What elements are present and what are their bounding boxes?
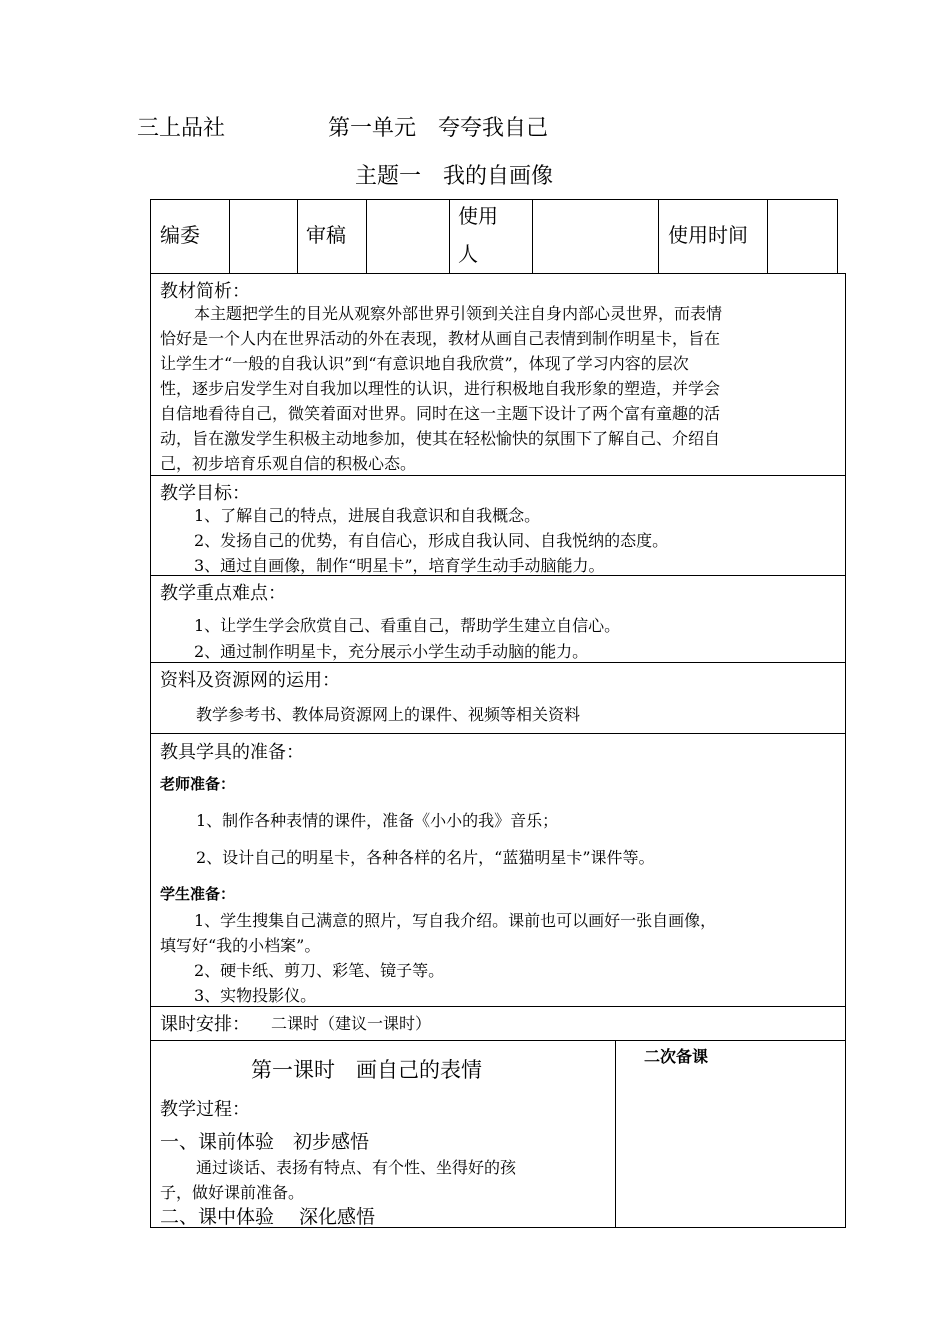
user-label-line2: 人 [458,242,478,266]
subject-title: 三上品社 [137,116,226,141]
student-prep-line: 3、实物投影仪。 [194,986,317,1005]
step1-line: 子，做好课前准备。 [160,1183,305,1202]
teacher-prep-item: 2、设计自己的明星卡，各种各样的名片，“蓝猫明星卡”课件等。 [196,848,655,867]
analysis-line: 恰好是一个人内在世界活动的外在表现，教材从画自己表情到制作明星卡，旨在 [160,329,721,348]
analysis-line: 性，逐步启发学生对自我加以理性的认识，进行积极地自我形象的塑造，并学会 [160,379,721,398]
teacher-prep-title: 老师准备： [160,775,236,793]
analysis-title: 教材简析： [160,281,250,302]
step2-title: 二、课中体验 深化感悟 [160,1206,376,1228]
goal-item: 1、了解自己的特点，进展自我意识和自我概念。 [194,506,541,525]
key-point-item: 1、让学生学会欣赏自己、看重自己，帮助学生建立自信心。 [194,616,621,635]
schedule-value: 二课时（建议一课时） [271,1014,432,1033]
analysis-line: 动，旨在激发学生积极主动地参加，使其在轻松愉快的氛围下了解自己、介绍自 [160,429,721,448]
second-prep-label: 二次备课 [644,1047,709,1066]
goal-item: 2、发扬自己的优势，有自信心，形成自我认同、自我悦纳的态度。 [194,531,669,550]
editor-label: 编委 [160,223,200,247]
reviewer-label: 审稿 [306,223,346,247]
resources-text: 教学参考书、教体局资源网上的课件、视频等相关资料 [196,705,581,724]
student-prep-line: 2、硬卡纸、剪刀、彩笔、镜子等。 [194,961,445,980]
prep-title: 教具学具的准备： [160,742,304,763]
theme-title: 主题一 我的自画像 [355,164,554,189]
student-prep-line: 1、学生搜集自己满意的照片，写自我介绍。课前也可以画好一张自画像， [194,911,717,930]
student-prep-title: 学生准备： [160,885,236,903]
process-title: 教学过程： [160,1099,250,1120]
key-point-item: 2、通过制作明星卡，充分展示小学生动手动脑的能力。 [194,642,589,661]
user-label-line1: 使用 [458,204,498,228]
analysis-line: 己，初步培育乐观自信的积极心态。 [160,454,417,473]
student-prep-line: 填写好“我的小档案”。 [160,936,321,955]
schedule-label: 课时安排： [160,1014,250,1035]
analysis-line: 本主题把学生的目光从观察外部世界引领到关注自身内部心灵世界，而表情 [194,304,723,323]
step1-title: 一、课前体验 初步感悟 [160,1131,370,1153]
analysis-line: 自信地看待自己，微笑着面对世界。同时在这一主题下设计了两个富有童趣的活 [160,404,721,423]
unit-title: 第一单元 夸夸我自己 [328,116,549,141]
teacher-prep-item: 1、制作各种表情的课件，准备《小小的我》音乐； [196,811,559,830]
resources-title: 资料及资源网的运用： [160,670,340,691]
goals-title: 教学目标： [160,483,250,504]
analysis-line: 让学生才“一般的自我认识”到“有意识地自我欣赏”，体现了学习内容的层次 [160,354,689,373]
goal-item: 3、通过自画像，制作“明星卡”，培育学生动手动脑能力。 [194,556,605,575]
step1-line: 通过谈话、表扬有特点、有个性、坐得好的孩 [196,1158,517,1177]
usage-time-label: 使用时间 [668,223,748,247]
lesson-title: 第一课时 画自己的表情 [251,1058,482,1082]
key-points-title: 教学重点难点： [160,583,286,604]
